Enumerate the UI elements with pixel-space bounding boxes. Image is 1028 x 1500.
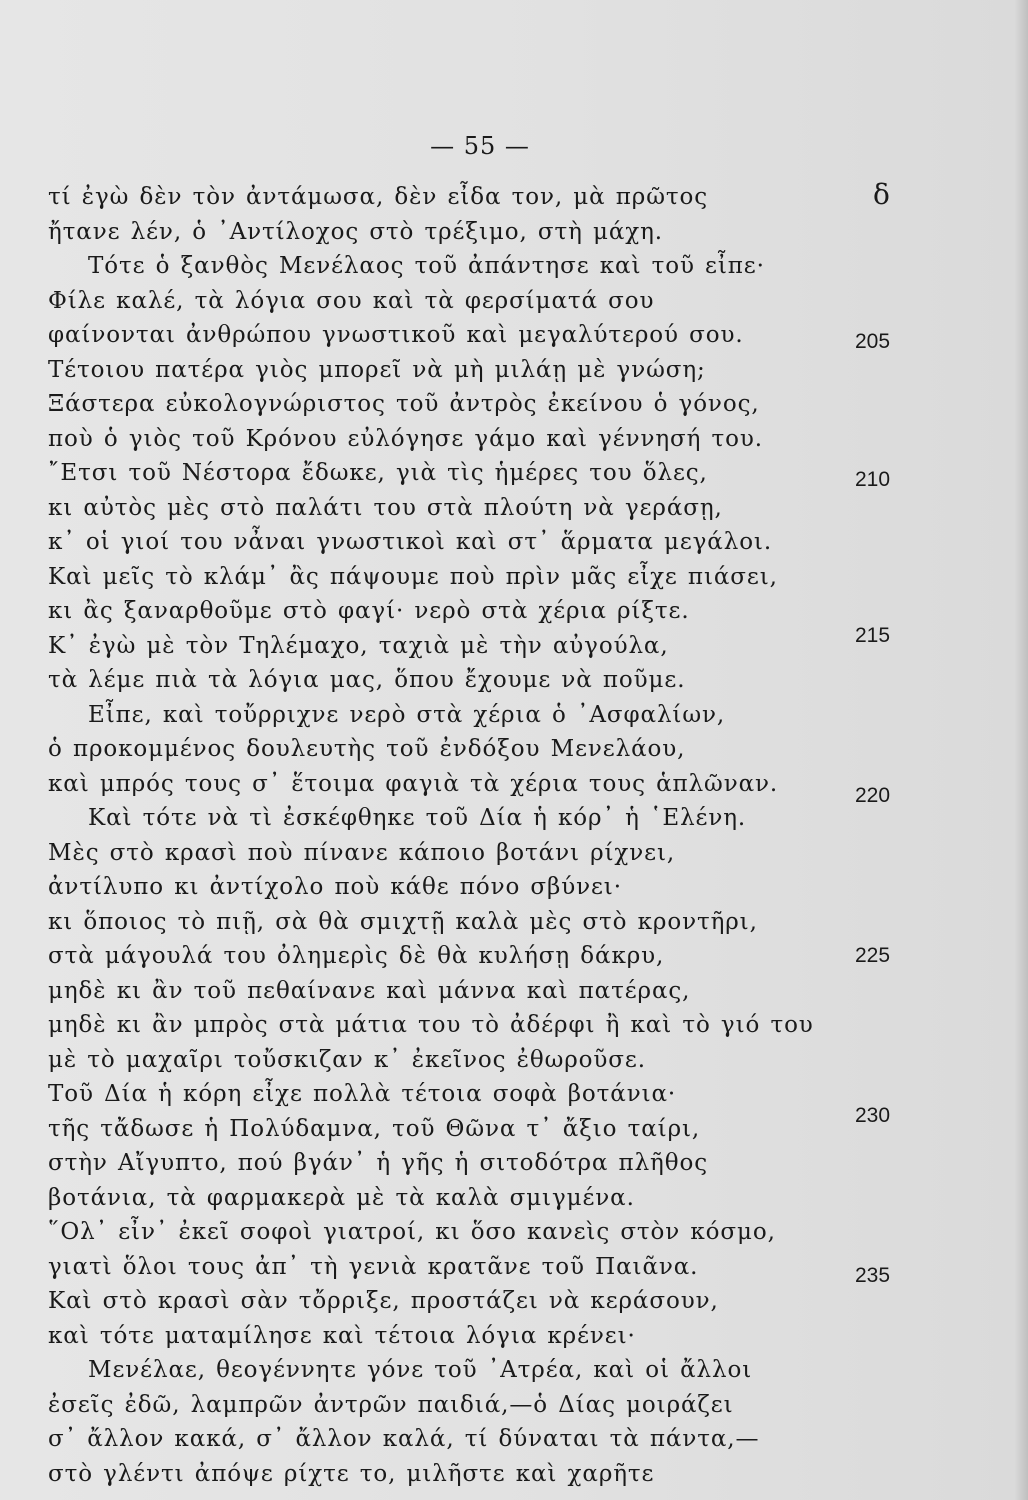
verse-line: στὸ γλέντι ἀπόψε ρίχτε το, μιλῆστε καὶ χαρῆτε (48, 1460, 655, 1487)
page-number: — 55 — (430, 132, 530, 160)
verse-line: Τέτοιου πατέρα γιὸς μπορεῖ νὰ μὴ μιλάῃ μὲ γνώση; (48, 356, 706, 383)
verse-line: ἤτανε λέν, ὁ ᾿Αντίλοχος στὸ τρέξιμο, στὴ μάχη. (48, 218, 664, 245)
verse-line: μηδὲ κι ἂν τοῦ πεθαίνανε καὶ μάννα καὶ πατέρας, (48, 977, 691, 1004)
verse-line: μηδὲ κι ἂν μπρὸς στὰ μάτια του τὸ ἀδέρφι ἢ καὶ τὸ γιό του (48, 1012, 814, 1038)
verse-line: βοτάνια, τὰ φαρμακερὰ μὲ τὰ καλὰ σμιγμένα. (48, 1184, 635, 1211)
line-number: 205 (855, 330, 891, 353)
verse-line: Τότε ὁ ξανθὸς Μενέλαος τοῦ ἀπάντησε καὶ τοῦ εἶπε· (88, 253, 765, 279)
line-number: 215 (855, 624, 891, 647)
verse-line: καὶ τότε ματαμίλησε καὶ τέτοια λόγια κρένει· (48, 1322, 636, 1349)
verse-line: κι αὐτὸς μὲς στὸ παλάτι του στὰ πλούτη νὰ γεράσῃ, (48, 494, 723, 521)
verse-line: στὰ μάγουλά του ὀλημερὶς δὲ θὰ κυλήσῃ δάκρυ, (48, 943, 665, 969)
verse-line: σ᾿ ἄλλον κακά, σ᾿ ἄλλον καλά, τί δύναται τὰ πάντα,— (48, 1426, 760, 1452)
verse-line: Φίλε καλέ, τὰ λόγια σου καὶ τὰ φερσίματά σου (48, 287, 655, 314)
verse-line: μὲ τὸ μαχαῖρι τοὔσκιζαν κ᾿ ἐκεῖνος ἐθωροῦσε. (48, 1046, 646, 1073)
line-number: 210 (855, 468, 891, 491)
verse-line: ῎Ετσι τοῦ Νέστορα ἔδωκε, γιὰ τὶς ἡμέρες του ὅλες, (48, 460, 708, 486)
verse-line: στὴν Αἴγυπτο, πού βγάν᾿ ἡ γῆς ἡ σιτοδότρα πλῆθος (48, 1150, 709, 1176)
verse-line: Ξάστερα εὐκολογνώριστος τοῦ ἀντρὸς ἐκείνου ὁ γόνος, (48, 391, 760, 417)
verse-line: Τοῦ Δία ἡ κόρη εἶχε πολλὰ τέτοια σοφὰ βοτάνια· (48, 1081, 677, 1107)
book-mark: δ (873, 178, 890, 211)
line-number: 235 (855, 1264, 891, 1287)
verse-line: Εἶπε, καὶ τοὔρριχνε νερὸ στὰ χέρια ὁ ᾿Ασφαλίων, (88, 701, 726, 728)
verse-line: κι ὅποιος τὸ πιῇ, σὰ θὰ σμιχτῇ καλὰ μὲς στὸ κροντῆρι, (48, 908, 758, 935)
verse-block (48, 180, 848, 1491)
verse-line: Καὶ τότε νὰ τὶ ἐσκέφθηκε τοῦ Δία ἡ κόρ᾿ ἡ ῾Ελένη. (88, 805, 747, 831)
verse-line: κ᾿ οἱ γιοί του νἆναι γνωστικοὶ καὶ στ᾿ ἅρματα μεγάλοι. (48, 529, 773, 555)
verse-line: ὁ προκομμένος δουλευτὴς τοῦ ἐνδόξου Μενελάου, (48, 736, 686, 762)
verse-line: γιατὶ ὅλοι τους ἀπ᾿ τὴ γενιὰ κρατᾶνε τοῦ Παιᾶνα. (48, 1253, 699, 1280)
verse-line: φαίνονται ἀνθρώπου γνωστικοῦ καὶ μεγαλύτερού σου. (48, 322, 744, 348)
verse-line: ἀντίλυπο κι ἀντίχολο ποὺ κάθε πόνο σβύνει· (48, 874, 622, 900)
verse-line: ἐσεῖς ἐδῶ, λαμπρῶν ἀντρῶν παιδιά,—ὁ Δίας μοιράζει (48, 1391, 734, 1418)
verse-line: τί ἐγὼ δὲν τὸν ἀντάμωσα, δὲν εἶδα τον, μὰ πρῶτος (48, 184, 708, 210)
verse-line: ποὺ ὁ γιὸς τοῦ Κρόνου εὐλόγησε γάμο καὶ γέννησή του. (48, 425, 764, 452)
verse-line: τῆς τἄδωσε ἡ Πολύδαμνα, τοῦ Θῶνα τ᾿ ἄξιο ταίρι, (48, 1115, 701, 1142)
verse-line: Καὶ μεῖς τὸ κλάμ᾿ ἂς πάψουμε ποὺ πρὶν μᾶς εἶχε πιάσει, (48, 563, 778, 590)
line-number: 230 (855, 1104, 891, 1127)
line-number: 220 (855, 784, 891, 807)
verse-line: Μὲς στὸ κρασὶ ποὺ πίνανε κάποιο βοτάνι ρίχνει, (48, 839, 676, 866)
verse-line: Μενέλαε, θεογέννητε γόνε τοῦ ᾿Ατρέα, καὶ οἱ ἄλλοι (88, 1357, 753, 1383)
verse-line: κι ἂς ξαναρθοῦμε στὸ φαγί· νερὸ στὰ χέρια ρίξτε. (48, 598, 690, 624)
verse-line: καὶ μπρός τους σ᾿ ἕτοιμα φαγιὰ τὰ χέρια τους ἁπλῶναν. (48, 770, 779, 797)
line-number: 225 (855, 944, 891, 967)
verse-line: τὰ λέμε πιὰ τὰ λόγια μας, ὅπου ἔχουμε νὰ ποῦμε. (48, 667, 686, 693)
verse-line: Καὶ στὸ κρασὶ σὰν τὄρριξε, προστάζει νὰ κεράσουν, (48, 1288, 719, 1314)
verse-line: Κ᾿ ἐγὼ μὲ τὸν Τηλέμαχο, ταχιὰ μὲ τὴν αὐγούλα, (48, 632, 669, 659)
verse-line: ῞Ολ᾿ εἶν᾿ ἐκεῖ σοφοὶ γιατροί, κι ὅσο κανεὶς στὸν κόσμο, (48, 1219, 776, 1245)
